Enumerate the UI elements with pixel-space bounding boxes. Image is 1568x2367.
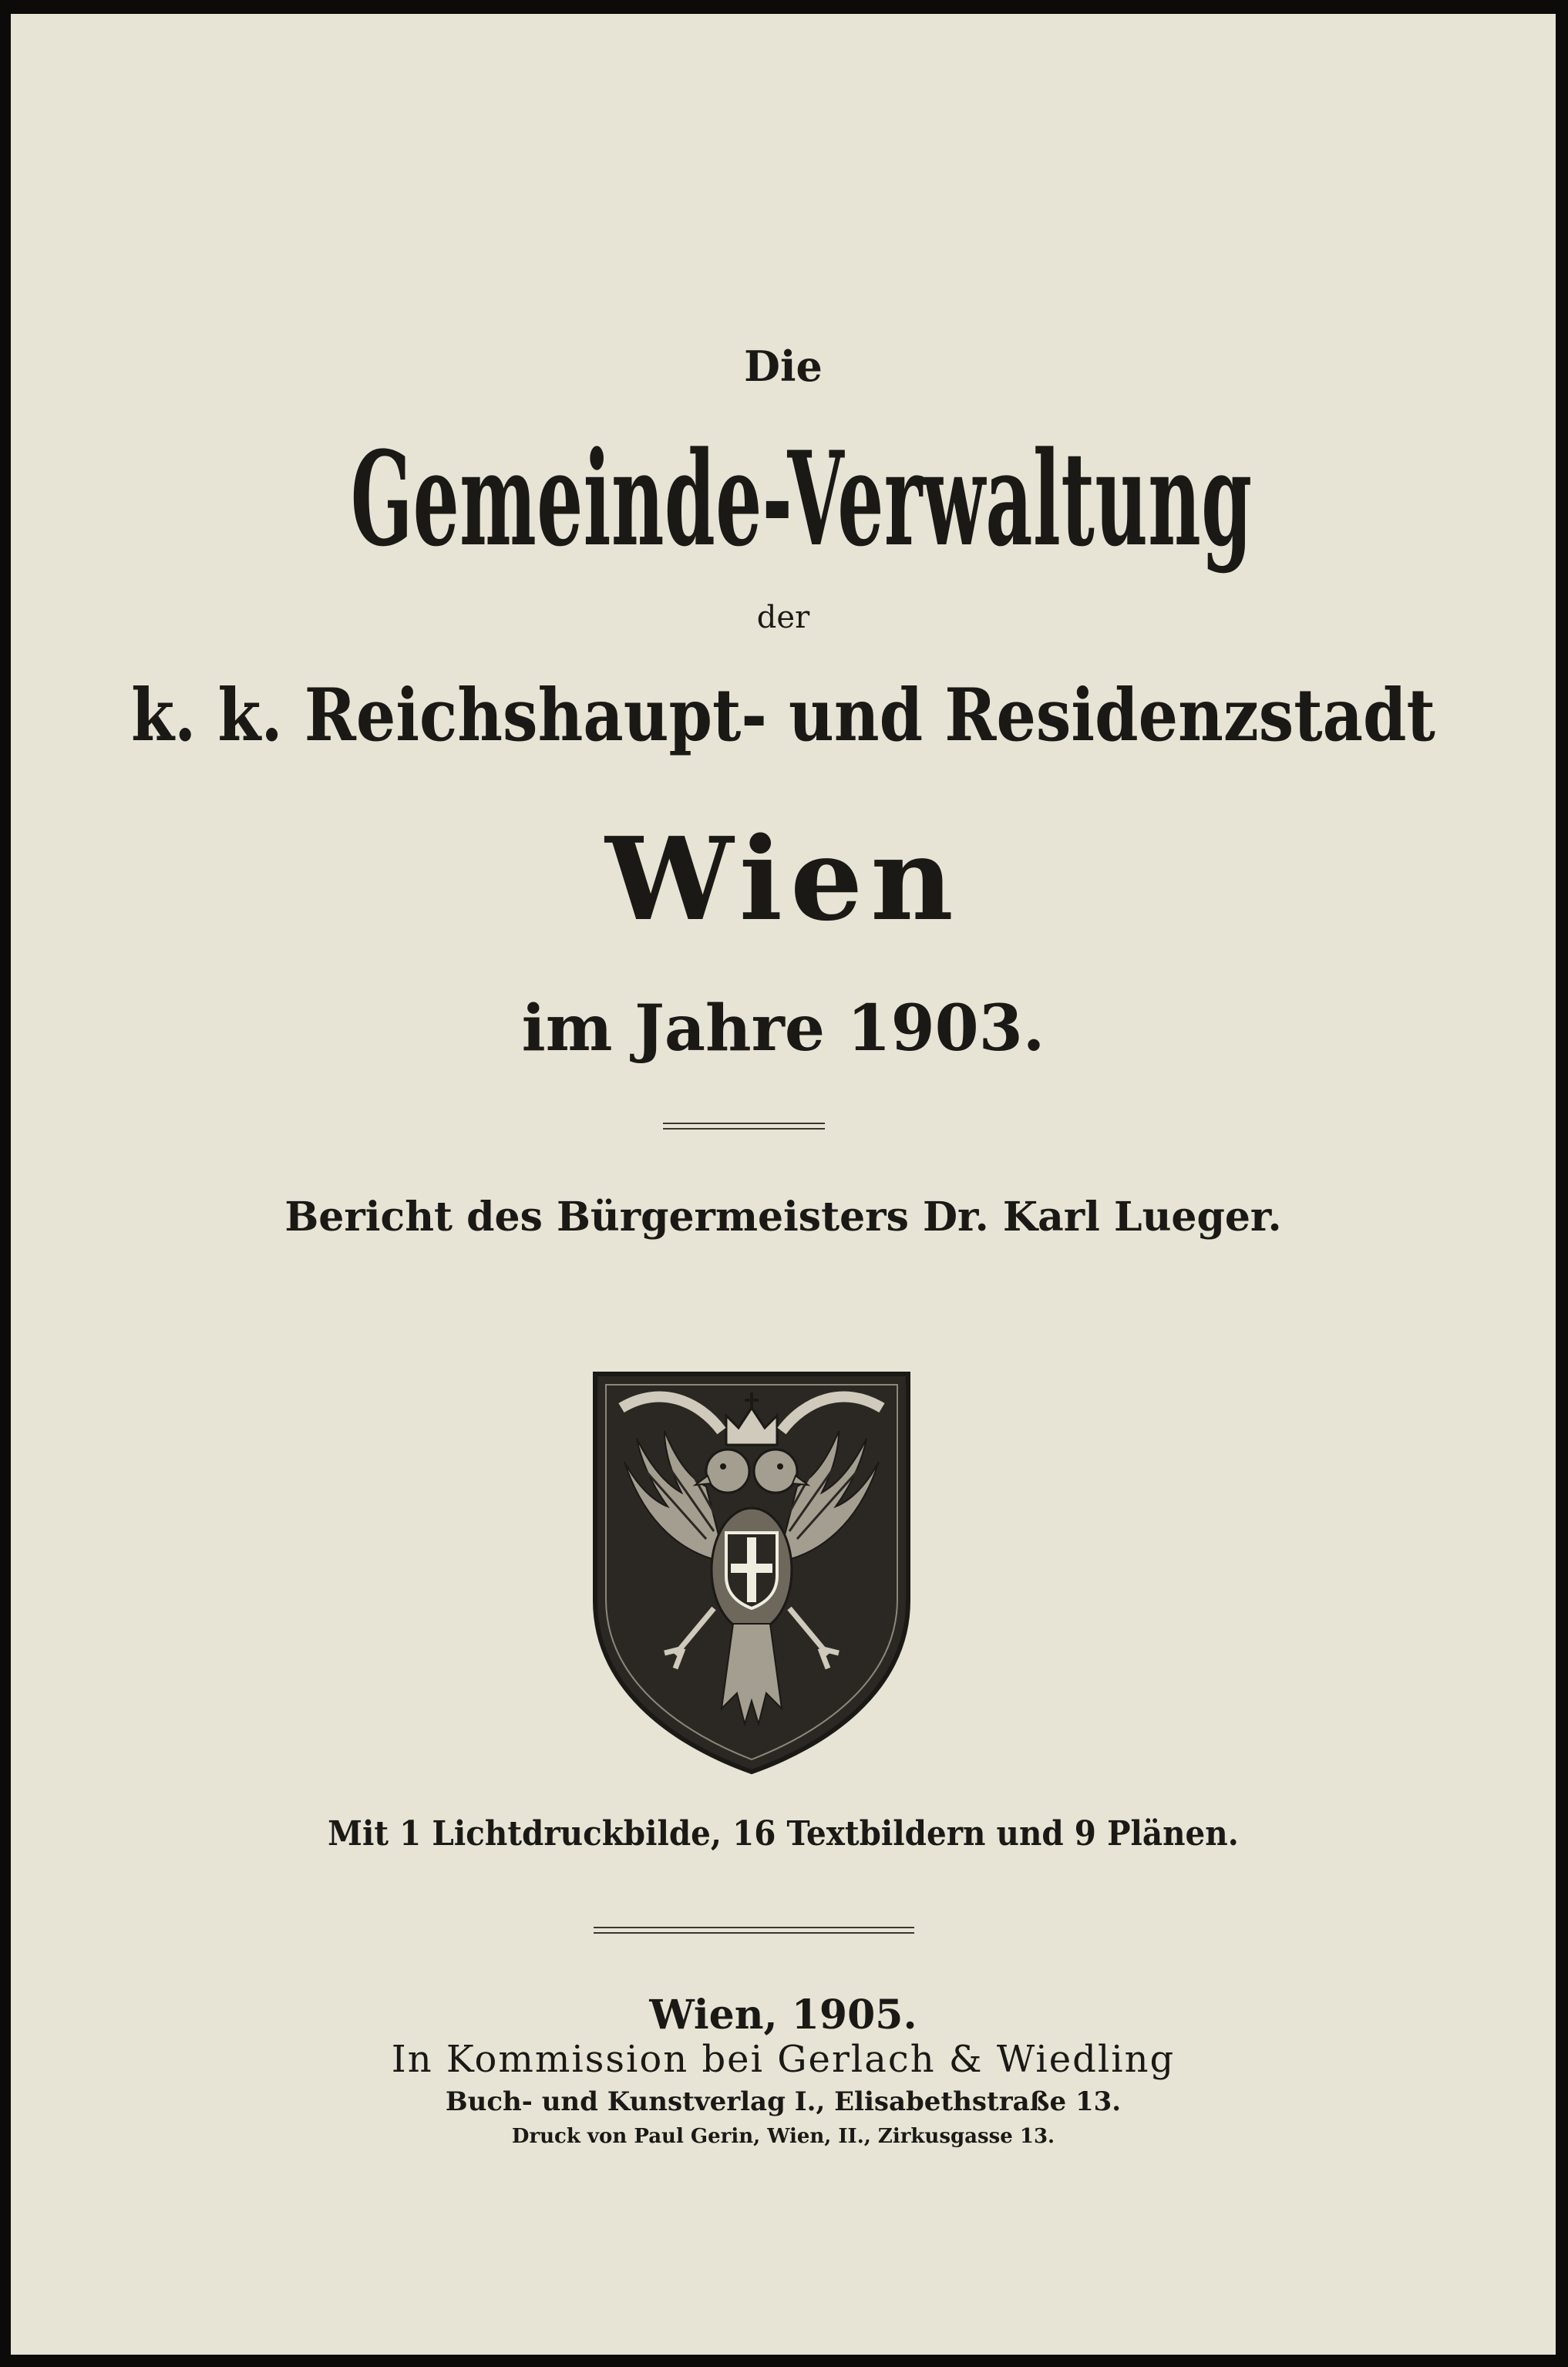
- connector-text: der: [756, 600, 810, 635]
- place-and-date: Wien, 1905.: [649, 1992, 917, 2039]
- year-line: im Jahre 1903.: [521, 992, 1045, 1066]
- city-name: Wien: [605, 812, 961, 946]
- title-page: [11, 14, 1556, 2355]
- bookstore-address: Buch- und Kunstverlag I., Elisabethstraße 13.: [445, 2086, 1122, 2117]
- main-title: Gemeinde-Verwaltung: [350, 423, 1253, 575]
- vienna-coat-of-arms-icon: [591, 1369, 913, 1776]
- printer-line: Druck von Paul Gerin, Wien, II., Zirkusgasse 13.: [511, 2125, 1055, 2148]
- publisher-line: In Kommission bei Gerlach & Wiedling: [391, 2038, 1176, 2081]
- double-rule-divider: [594, 1927, 914, 1934]
- report-byline: Bericht des Bürgermeisters Dr. Karl Lueger.: [284, 1194, 1282, 1241]
- pre-title: Die: [744, 342, 823, 391]
- city-designation: k. k. Reichshaupt- und Residenzstadt: [131, 673, 1435, 758]
- illustrations-note: Mit 1 Lichtdruckbilde, 16 Textbildern und 9 Plänen.: [328, 1814, 1239, 1854]
- double-rule-divider: [663, 1123, 825, 1130]
